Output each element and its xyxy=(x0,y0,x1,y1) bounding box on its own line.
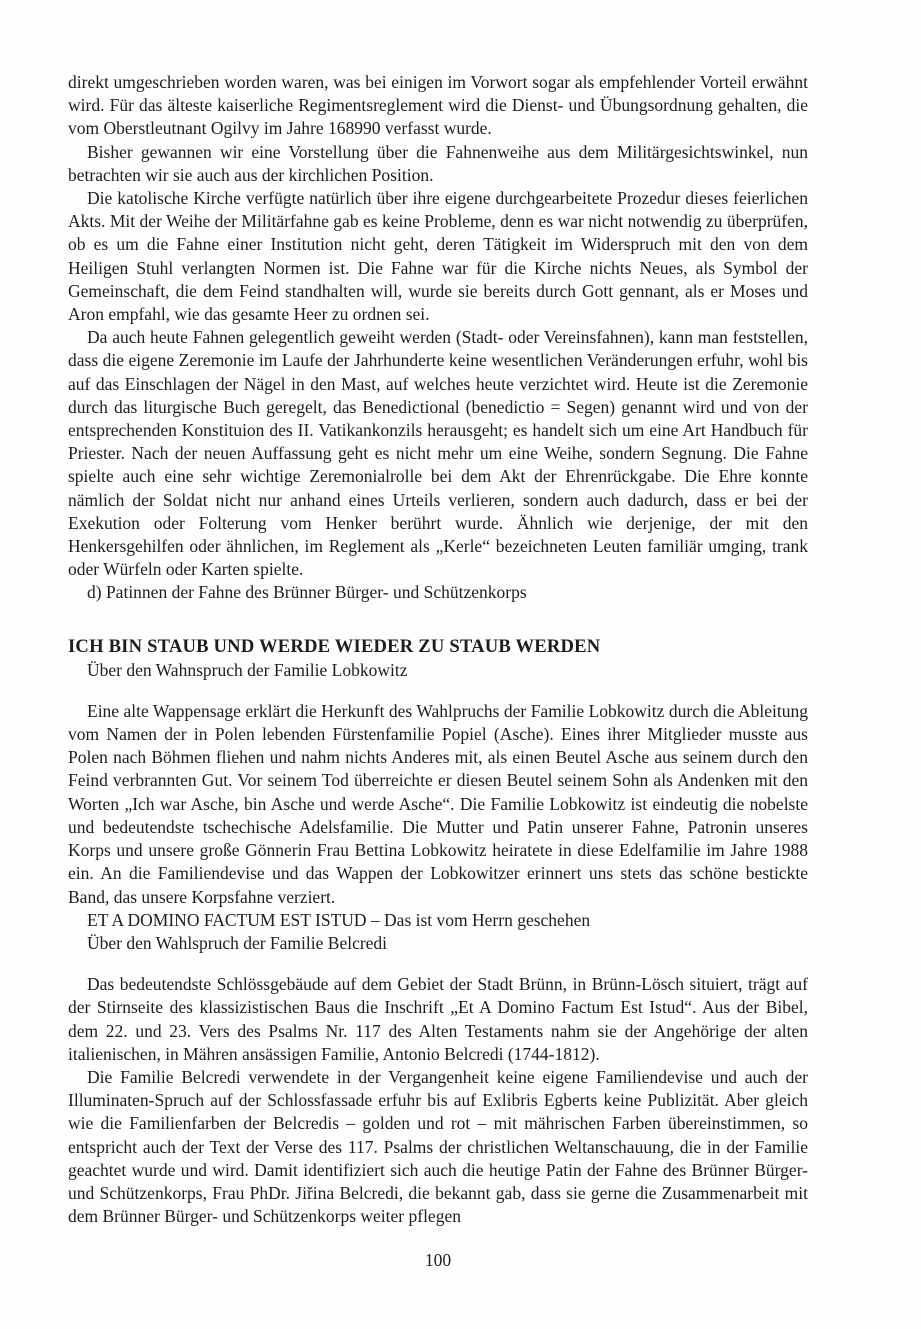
paragraph: Die katolische Kirche verfügte natürlich über ihre eigene durchgearbeitete Prozedur dieses feierlichen Akts. Mit der Weihe der Militärfahne gab es keine Probleme, denn es war nicht notwendig zu überprüfen, ob es um die Fahne einer Institution nicht geht, deren Tätigkeit im Widerspruch mit den von dem Heiligen Stuhl verlangten Normen ist. Die Fahne war für die Kirche nichts Neues, als Symbol der Gemeinschaft, die dem Feind standhalten will, wurde sie bereits durch Gott gennant, als er Moses und Aron empfahl, wie das gesamte Heer zu ordnen sei. xyxy=(68,188,808,325)
paragraph: Die Familie Belcredi verwendete in der Vergangenheit keine eigene Familiendevise und auch der Illuminaten-Spruch auf der Schlossfassade erfuhr bis auf Exlibris Egberts keine Publizität. Aber gleich wie die Familienfarben der Belcredis – golden und rot – mit mährischen Farben übereinstimmen, so entspricht auch der Text der Verse des 117. Psalms der christlichen Weltanschauung, die in der Familie geachtet wurde und wird. Damit identifiziert sich auch die heutige Patin der Fahne des Brünner Bürger- und Schützenkorps, Frau PhDr. Jiřina Belcredi, die bekannt gab, dass sie gerne die Zusammenarbeit mit dem Brünner Bürger- und Schützenkorps weiter pflegen xyxy=(68,1066,808,1227)
paragraph: Eine alte Wappensage erklärt die Herkunft des Wahlpruchs der Familie Lobkowitz durch die Ableitung vom Namen der in Polen lebenden Fürstenfamilie Popiel (Asche). Eines ihrer Mitglieder musste aus Polen nach Böhmen fliehen und nahm nichts Anderes mit, als einen Beutel Asche aus seinem durch den Feind verbrannten Gut. Vor seinem Tod überreichte er diesen Beutel seinem Sohn als Andenken mit den Worten „Ich war Asche, bin Asche und werde Asche“. Die Familie Lobkowitz ist eindeutig die nobelste und bedeutendste tschechische Adelsfamilie. Die Mutter und Patin unserer Fahne, Patronin unseres Korps und unsere große Gönnerin Frau Bettina Lobkowitz heiratete in diese Edelfamilie im Jahre 1988 ein. An die Familiendevise und das Wappen der Lobkowitzer erinnert uns stets das schöne bestickte Band, das unsere Korpsfahne verziert. xyxy=(68,700,808,907)
page-number: 100 xyxy=(424,1250,452,1270)
paragraph: Bisher gewannen wir eine Vorstellung über die Fahnenweihe aus dem Militärgesichtswinkel, nun betrachten wir sie auch aus der kirchlichen Position. xyxy=(68,141,808,185)
chapter-subtitle: Über den Wahlspruch der Familie Belcredi xyxy=(87,932,388,953)
paragraph-continuation: direkt umgeschrieben worden waren, was bei einigen im Vorwort sogar als empfehlender Vorteil erwähnt wird. Für das älteste kaiserliche Regimentsreglement wird die Dienst- und Übungsordnung gehalten, die vom Oberstleutnant Ogilvy im Jahre 168990 verfasst wurde. xyxy=(68,72,808,139)
text-column xyxy=(68,71,808,1228)
subsection-label: d) Patinnen der Fahne des Brünner Bürger- und Schützenkorps xyxy=(87,582,527,603)
paragraph: Das bedeutendste Schlössgebäude auf dem Gebiet der Stadt Brünn, in Brünn-Lösch situiert, trägt auf der Stirnseite des klassizistischen Baus die Inschrift „Et A Domino Factum Est Istud“. Aus der Bibel, dem 22. und 23. Vers des Psalms Nr. 117 des Alten Testaments nahm sie der Angehörige der alten italienischen, in Mähren ansässigen Familie, Antonio Belcredi (1744-1812). xyxy=(68,974,808,1064)
chapter-subtitle: Über den Wahnspruch der Familie Lobkowitz xyxy=(87,659,408,680)
chapter-heading: ICH BIN STAUB UND WERDE WIEDER ZU STAUB WERDEN xyxy=(68,635,601,657)
motto-heading: ET A DOMINO FACTUM EST ISTUD – Das ist vom Herrn geschehen xyxy=(87,909,591,930)
paragraph: Da auch heute Fahnen gelegentlich geweiht werden (Stadt- oder Vereinsfahnen), kann man feststellen, dass die eigene Zeremonie im Laufe der Jahrhunderte keine wesentlichen Veränderungen erfuhr, wohl bis auf das Einschlagen der Nägel in den Mast, auf welches heute verzichtet wird. Heute ist die Zeremonie durch das liturgische Buch geregelt, das Benedictional (benedictio = Segen) genannt wird und von der entsprechenden Konstituion des II. Vatikankonzils herausgeht; es handelt sich um eine Art Handbuch für Priester. Nach der neuen Auffassung geht es nicht mehr um eine Weihe, sondern Segnung. Die Fahne spielte auch eine sehr wichtige Zeremonialrolle bei dem Akt der Ehrenrückgabe. Die Ehre konnte nämlich der Soldat nicht nur anhand eines Urteils verlieren, sondern auch dadurch, dass er bei der Exekution oder Folterung vom Henker berührt wurde. Ähnlich wie derjenige, der mit den Henkersgehilfen oder ähnlichen, im Reglement als „Kerle“ bezeichneten Leuten familiär umging, trank oder Würfeln oder Karten spielte. xyxy=(68,327,808,580)
page-footer xyxy=(68,1249,808,1272)
